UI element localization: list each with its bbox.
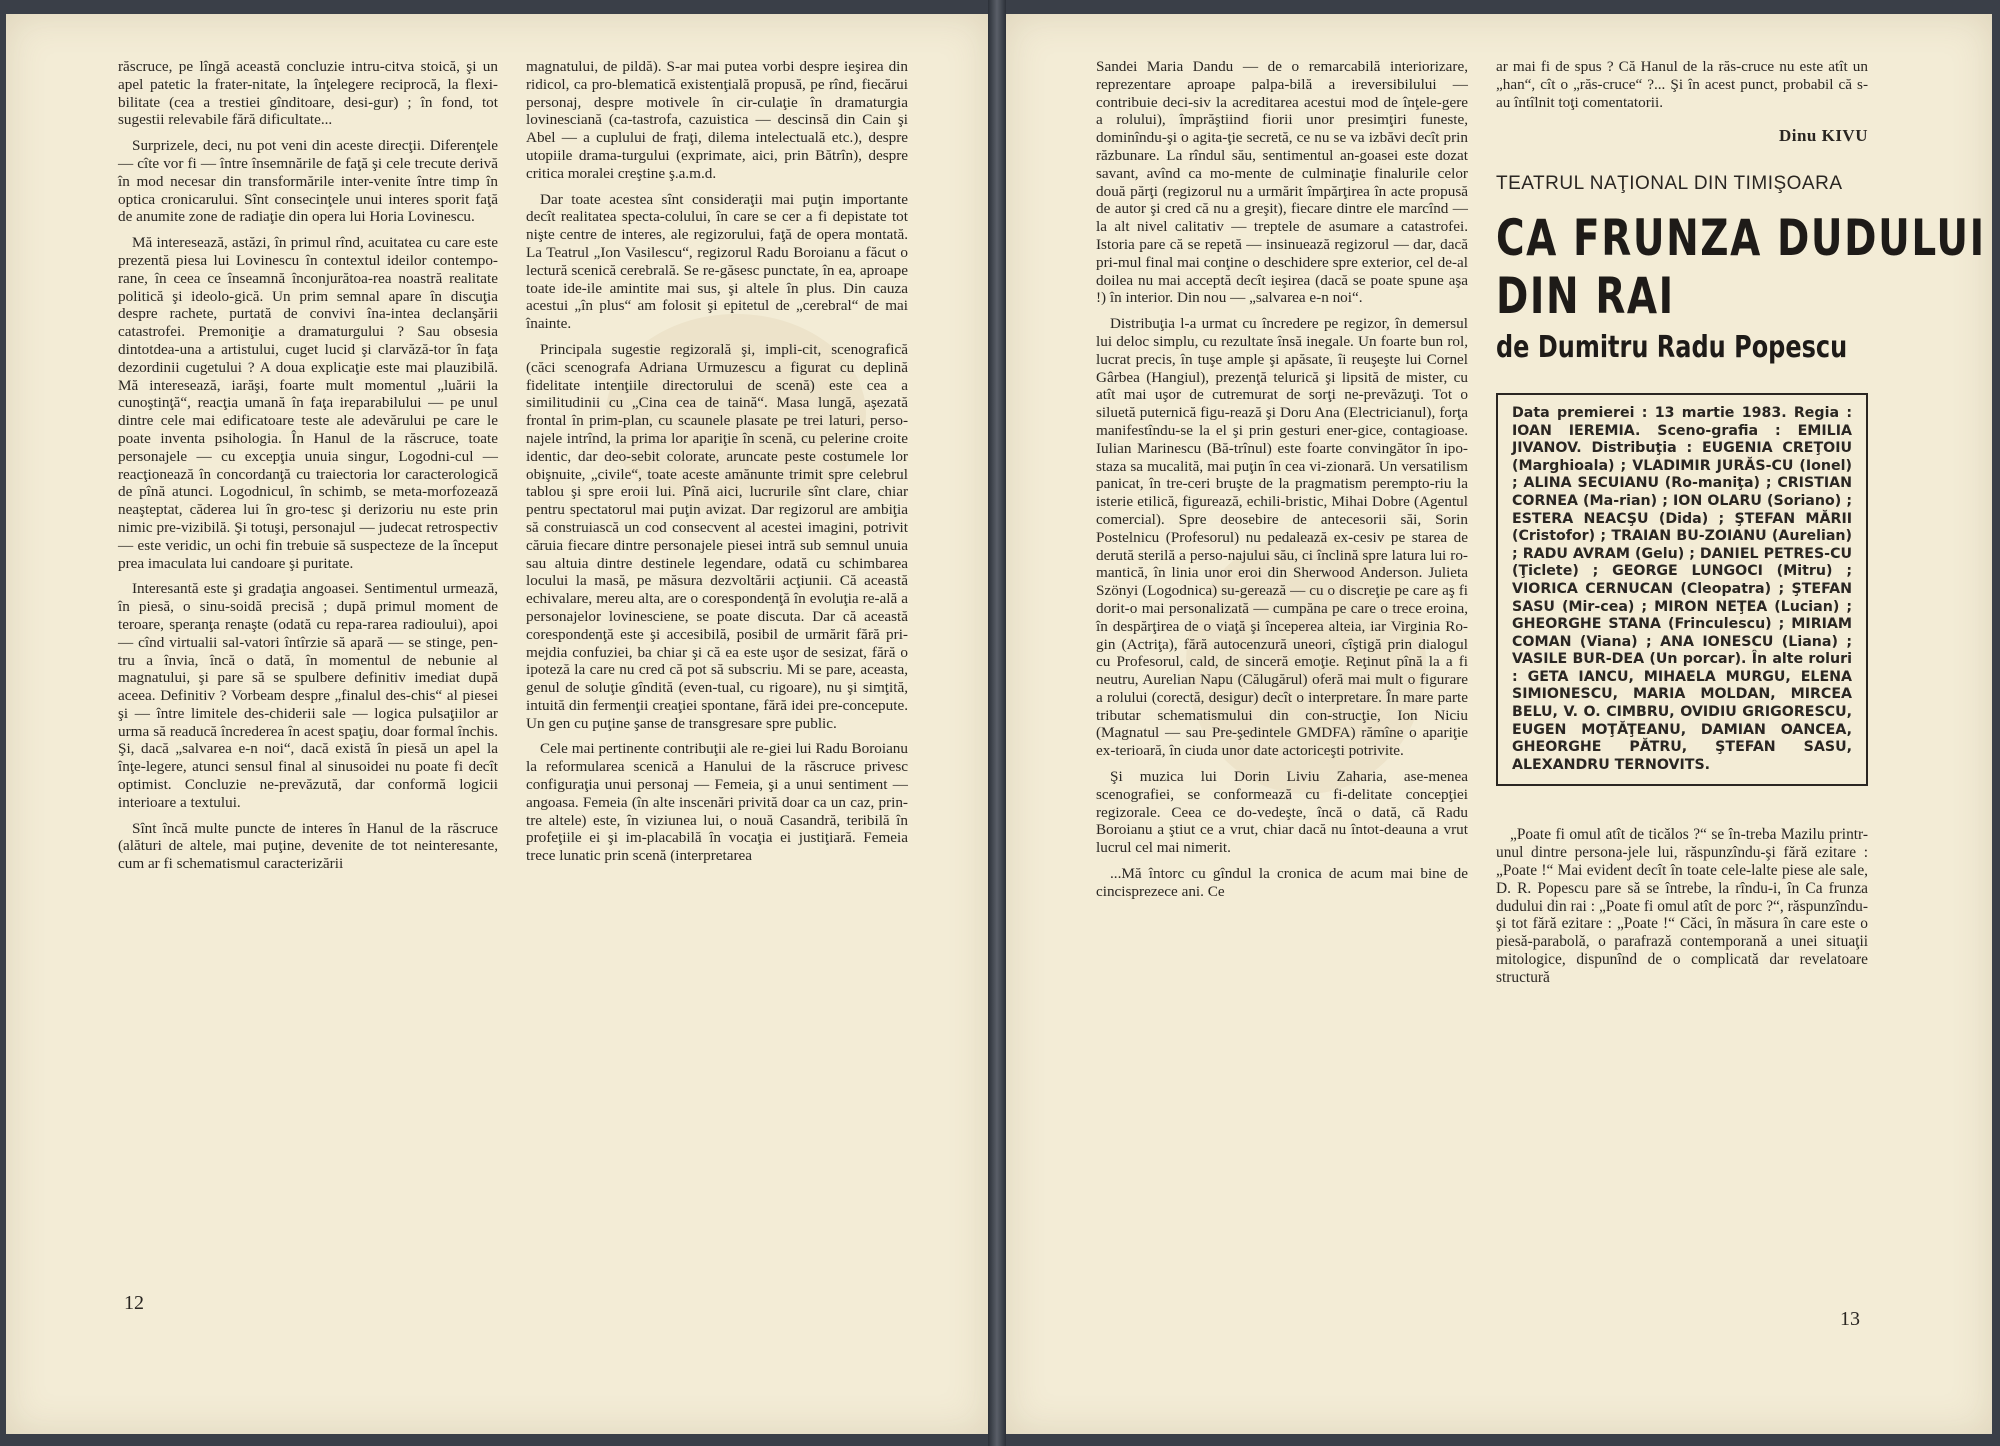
play-author: de Dumitru Radu Popescu xyxy=(1496,330,1848,366)
paragraph: ...Mă întorc cu gîndul la cronica de acum mai bine de cincisprezece ani. Ce xyxy=(1096,865,1468,900)
page-number: 12 xyxy=(124,1292,144,1314)
paragraph: Distribuţia l-a urmat cu încredere pe regizor, în demersul lui deloc simplu, cu rezultate însă inegale. Un foarte bun rol, lucrat precis, în tuşe ample şi apăsate, îi reuşeşte lui Cornel Gârbea (Hangiul), prezenţă telurică şi lipsită de mister, cu atît mai uşor de cutremurat de sorţi ne-prevăzuţi. Tot o siluetă puternică figu-rează şi Doru Ana (Electricianul), forţa manifestîndu-se la el şi prin gesturi ener-gice, contagioase. Iulian Marinescu (Bă-trînul) este foarte convingător în ipo-staza sa mucalită, mai puţin în cea vi-zionară. Un versatilism panicat, în tre-ceri bruşte de la pragmatism perempto-riu la isterie etilică, figurează, echili-bristic, Mihai Dobre (Agentul comercial). Spre deosebire de antecesorii săi, Sorin Postelnicu (Profesorul) nu pedalează ex-cesiv pe starea de derută sterilă a perso-najului său, ci înclină spre latura lui ro-mantică, în linia unor eroi din Sherwood Anderson. Julieta Szönyi (Logodnica) su-gerează — cu o discreţie pe care aş fi dorit-o mai personalizată — cumpăna pe care o trece eroina, în despărţirea de o viaţă şi începerea alteia, iar Virginia Ro-gin (Actriţa), fără autocenzură uneori, cîştigă prin dialogul cu Profesorul, cald, de sinceră emoţie. Reţinut pînă la a fi neutru, Aurelian Napu (Călugărul) oferă mai mult o figurare a rolului (corectă, desigur) decît o interpretare. În mare parte tributar schematismului din con-strucţie, Ion Niciu (Magnatul — sau Pre-şedintele GMDFA) rămîne o apariţie ex-terioară, în ciuda unor date actoriceşti potrivite. xyxy=(1096,315,1468,760)
paragraph: Şi muzica lui Dorin Liviu Zaharia, ase-menea scenografiei, se conformează cu fi-delitate concepţiei regizorale. Ceea ce do-vedeşte, încă o dată, că Radu Boroianu a ştiut ce a vrut, chiar dacă nu întot-deauna a vrut lucrul cel mai nimerit. xyxy=(1096,768,1468,857)
paragraph: răscruce, pe lîngă această concluzie intru-citva stoică, şi un apel patetic la frater-nitate, la înţelegere reciprocă, la flexi-bilitate (cea a trestiei gînditoare, desi-gur) ; în fond, tot sugestii relevabile fără dificultate... xyxy=(118,58,498,129)
left-page xyxy=(6,14,988,1434)
play-title: DIN RAI xyxy=(1496,267,1675,326)
right-column-2 xyxy=(1496,58,1986,995)
paragraph: Principala sugestie regizorală şi, impli-cit, scenografică (căci scenografa Adriana Urmuzescu a figurat cu deplină fidelitate intenţiile directorului de scenă) este cea a similitudinii cu „Cina cea de taină“. Masa lungă, aşezată frontal în prim-plan, cu scaunele plasate pe trei laturi, perso-najele intrînd, la prima lor apariţie în scenă, cu pelerine croite identic, dar deo-sebit colorate, aruncate peste costumele lor obişnuite, „civile“, toate aceste amănunte trimit spre celebrul tablou şi spre eroii lui. Pînă aici, lucrurile sînt clare, chiar pentru spectatorul mai puţin avizat. Dar regizorul are ambiţia să construiască un cod consecvent al acestei imagini, potrivit căruia fiecare dintre personajele piesei intră sub semnul unuia sau altuia dintre destinele legendare, odată cu schimbarea locului la masă, pe măsura dezvoltării acţiunii. Că această echivalare, mereu alta, are o corespondenţă în evoluţia re-ală a personajelor lovinesciene, se poate discuta. Dar că această corespondenţă este şi accesibilă, posibil de urmărit fără pri-mejdia confuziei, ba chiar şi că ea este uşor de sesizat, fără o ipoteză la care nu cred că pot să subscriu. Mi se pare, aceasta, genul de soluţie gîndită (even-tual, cu rigoare), nu şi simţită, intuită din fermenţii creaţiei spontane, fără idei pre-concepute. Un gen cu puţine şanse de transgresare spre public. xyxy=(526,340,908,732)
review-intro xyxy=(1496,826,1868,986)
right-column-1 xyxy=(1096,58,1468,909)
paragraph: Surprizele, deci, nu pot veni din aceste direcţii. Diferenţele — cîte vor fi — între însemnările de faţă şi cele trecute derivă în mod necesar din transformările inter-venite între timp în optica cronicarului. Sînt consecinţele unui interes sporit faţă de anumite zone de radiaţie din opera lui Horia Lovinescu. xyxy=(118,137,498,226)
credits-box: Data premierei : 13 martie 1983. Regia : IOAN IEREMIA. Sceno-grafia : EMILIA JIVANOV. Distribuţia : EUGENIA CREŢOIU (Marghioala) ; VLADIMIR JURĂS-CU (Ionel) ; ALINA SECUIANU (Ro-maniţa) ; CRISTIAN CORNEA (Ma-rian) ; ION OLARU (Soriano) ; ESTERA NEACŞU (Dida) ; ŞTEFAN MĂRII (Cristofor) ; TRAIAN BU-ZOIANU (Aurelian) ; RADU AVRAM (Gelu) ; DANIEL PETRES-CU (Ţiclete) ; GEORGE LUNGOCI (Mitru) ; VIORICA CERNUCAN (Cleopatra) ; ŞTEFAN SASU (Mir-cea) ; MIRON NEŢEA (Lucian) ; GHEORGHE STANA (Frinculescu) ; MIRIAM COMAN (Viana) ; ANA IONESCU (Liana) ; VASILE BUR-DEA (Un porcar). În alte roluri : GETA IANCU, MIHAELA MURGU, ELENA SIMIONESCU, MARIA MOLDAN, MIRCEA BELU, V. O. CIMBRU, OVIDIU GRIGORESCU, EUGEN MOŢĂŢEANU, DAMIAN OANCEA, GHEORGHE PĂTRU, ŞTEFAN SASU, ALEXANDRU TERNOVITS. xyxy=(1496,393,1868,786)
theatre-heading: TEATRUL NAŢIONAL DIN TIMIŞOARA xyxy=(1496,173,1843,195)
left-column-2 xyxy=(526,58,908,873)
paragraph: Mă interesează, astăzi, în primul rînd, acuitatea cu care este prezentă piesa lui Lovinescu în contextul ideilor contempo-rane, în ceea ce înseamnă înconjurătoa-rea noastră realitate politică şi ideolo-gică. Un prim semnal apare în discuţia despre rachete, purtată de convivi îna-intea declanşării catastrofei. Premoniţie a dramaturgului ? Sau obsesia dintotdea-una a artistului, cuget lucid şi clarvăză-tor în faţa dezordinii cugetului ? A doua explicaţie este mai plauzibilă. Mă interesează, iarăşi, foarte mult momentul „luării la cunoştinţă“, reacţia umană în faţa ireparabilului — pe unul dintre cele mai edificatoare teste ale adevărului pe care le poate inventa psihologia. În Hanul de la răscruce, toate personajele — cu excepţia unuia singur, Logodni-cul — reacţionează în concordanţă cu traiectoria lor caracterologică de pînă atunci. Logodnicul, în schimb, se meta-morfozează neaşteptat, căderea lui în gro-tesc şi derizoriu nu este prin nimic pre-vizibilă. Şi totuşi, personajul — judecat retrospectiv — este veridic, un ochi fin trebuie să suspecteze de la început prea imaculata lui candoare şi puritate. xyxy=(118,234,498,572)
paragraph: Sandei Maria Dandu — de o remarcabilă interiorizare, reprezentare aproape palpa-bilă a ireversibilului — contribuie deci-siv la acreditarea acestui mod de înţele-gere a rolului), împrăştiind fiorii unor presimţiri funeste, dominîndu-şi o agita-ţie secretă, ce nu se va izbăvi decît prin răzbunare. La rîndul său, sentimentul an-goasei este dozat savant, avînd ca mo-mente de culminaţie finalurile celor două părţi (regizorul nu a urmărit împărţirea în acte propusă de autor şi cred că nu a greşit), fiecare dintre ele marcînd — la alt nivel calitativ — treptele de asumare a catastrofei. Istoria pare că se repetă — insinuează regizorul — dar, dacă pri-mul final mai conţine o deschidere spre exterior, cel de-al doilea nu mai acceptă decît ieşirea (dacă se poate spune aşa !) în interior. Din nou — „salvarea e-n noi“. xyxy=(1096,58,1468,307)
play-title: CA FRUNZA DUDULUI xyxy=(1496,209,1986,268)
paragraph: Sînt încă multe puncte de interes în Hanul de la răscruce (alături de altele, mai puţine, devenite de tot neinteresante, cum ar fi schematismul caracterizării xyxy=(118,819,498,873)
right-page xyxy=(1006,14,1992,1434)
left-column-1 xyxy=(118,58,498,881)
article-signature: Dinu KIVU xyxy=(1778,126,1868,146)
page-number: 13 xyxy=(1840,1308,1860,1330)
paragraph: Dar toate acestea sînt consideraţii mai puţin importante decît realitatea specta-colului, în care se cer a fi depistate tot nişte centre de interes, ale regizorului, faţă de opera montată. La Teatrul „Ion Vasilescu“, regizorul Radu Boroianu a făcut o lectură scenică cerebrală. Se re-găsesc punctate, în ea, aproape toate ide-ile amintite mai sus, şi altele în plus. Din cauza acestui „în plus“ am folosit şi epitetul de „cerebral“ de mai înainte. xyxy=(526,190,908,333)
paragraph: ar mai fi de spus ? Că Hanul de la răs-cruce nu este atît un „han“, cît o „răs-cruce“ ?... Şi în acest punct, probabil că s-au întîlnit toţi comentatorii. xyxy=(1496,58,1868,111)
paragraph: Cele mai pertinente contribuţii ale re-giei lui Radu Boroianu la reformularea scenică a Hanului de la răscruce privesc configuraţia unui personaj — Femeia, şi a unui sentiment — angoasa. Femeia (în alte inscenări privită doar ca un caz, prin-tre altele) este, în viziunea lui, o nouă Casandră, teribilă în profeţiile ei şi im-placabilă în vocaţia ei justiţiară. Femeia trece lunatic prin scenă (interpretarea xyxy=(526,740,908,865)
paragraph: „Poate fi omul atît de ticălos ?“ se în-treba Mazilu printr-unul dintre persona-jele lui, răspunzîndu-şi fără ezitare : „Poate !“ Mai evident decît în toate cele-lalte piese ale sale, D. R. Popescu pare să se întrebe, la rîndu-i, în Ca frunza dudului din rai : „Poate fi omul atît de porc ?“, răspunzîndu-şi tot fără ezitare : „Poate !“ Căci, în măsura în care este o piesă-parabolă, o parafrază contemporană a unei situaţii mitologice, dispunînd de o complicată dar revelatoare structură xyxy=(1496,826,1868,986)
book-gutter xyxy=(988,0,1006,1446)
paragraph: magnatului, de pildă). S-ar mai putea vorbi despre ieşirea din ridicol, ca pro-blematică existenţială propusă, pe rînd, fiecărui personaj, despre motivele în cir-culaţie în dramaturgia lovinesciană (ca-tastrofa, cazuistica — descinsă din Cain şi Abel — a cuplului de fraţi, dilema intelectuală etc.), despre utopiile drama-turgului (exprimate, aici, prin Bătrîn), despre critica moralei creştine ş.a.m.d. xyxy=(526,58,908,182)
paragraph: Interesantă este şi gradaţia angoasei. Sentimentul urmează, în piesă, o sinu-soidă precisă ; după primul moment de teroare, speranţa renaşte (odată cu repa-rarea radioului), apoi — cînd virtualii sal-vatori întîrzie să apară — se stinge, pen-tru a învia, încă o dată, în momentul de nebunie al magnatului, şi pare să se spulbere definitiv imediat după aceea. Definitiv ? Vorbeam despre „finalul des-chis“ al piesei şi — între limitele des-chiderii sale — logica pulsaţiilor ar urma să readucă încrederea în acest spaţiu, doar formal închis. Şi, dacă „salvarea e-n noi“, dacă există în piesă un apel la înţe-legere, atunci sensul final al sinusoidei nu poate fi decît optimist. Concluzie ne-prevăzută, dar conformă logicii interioare a textului. xyxy=(118,580,498,811)
